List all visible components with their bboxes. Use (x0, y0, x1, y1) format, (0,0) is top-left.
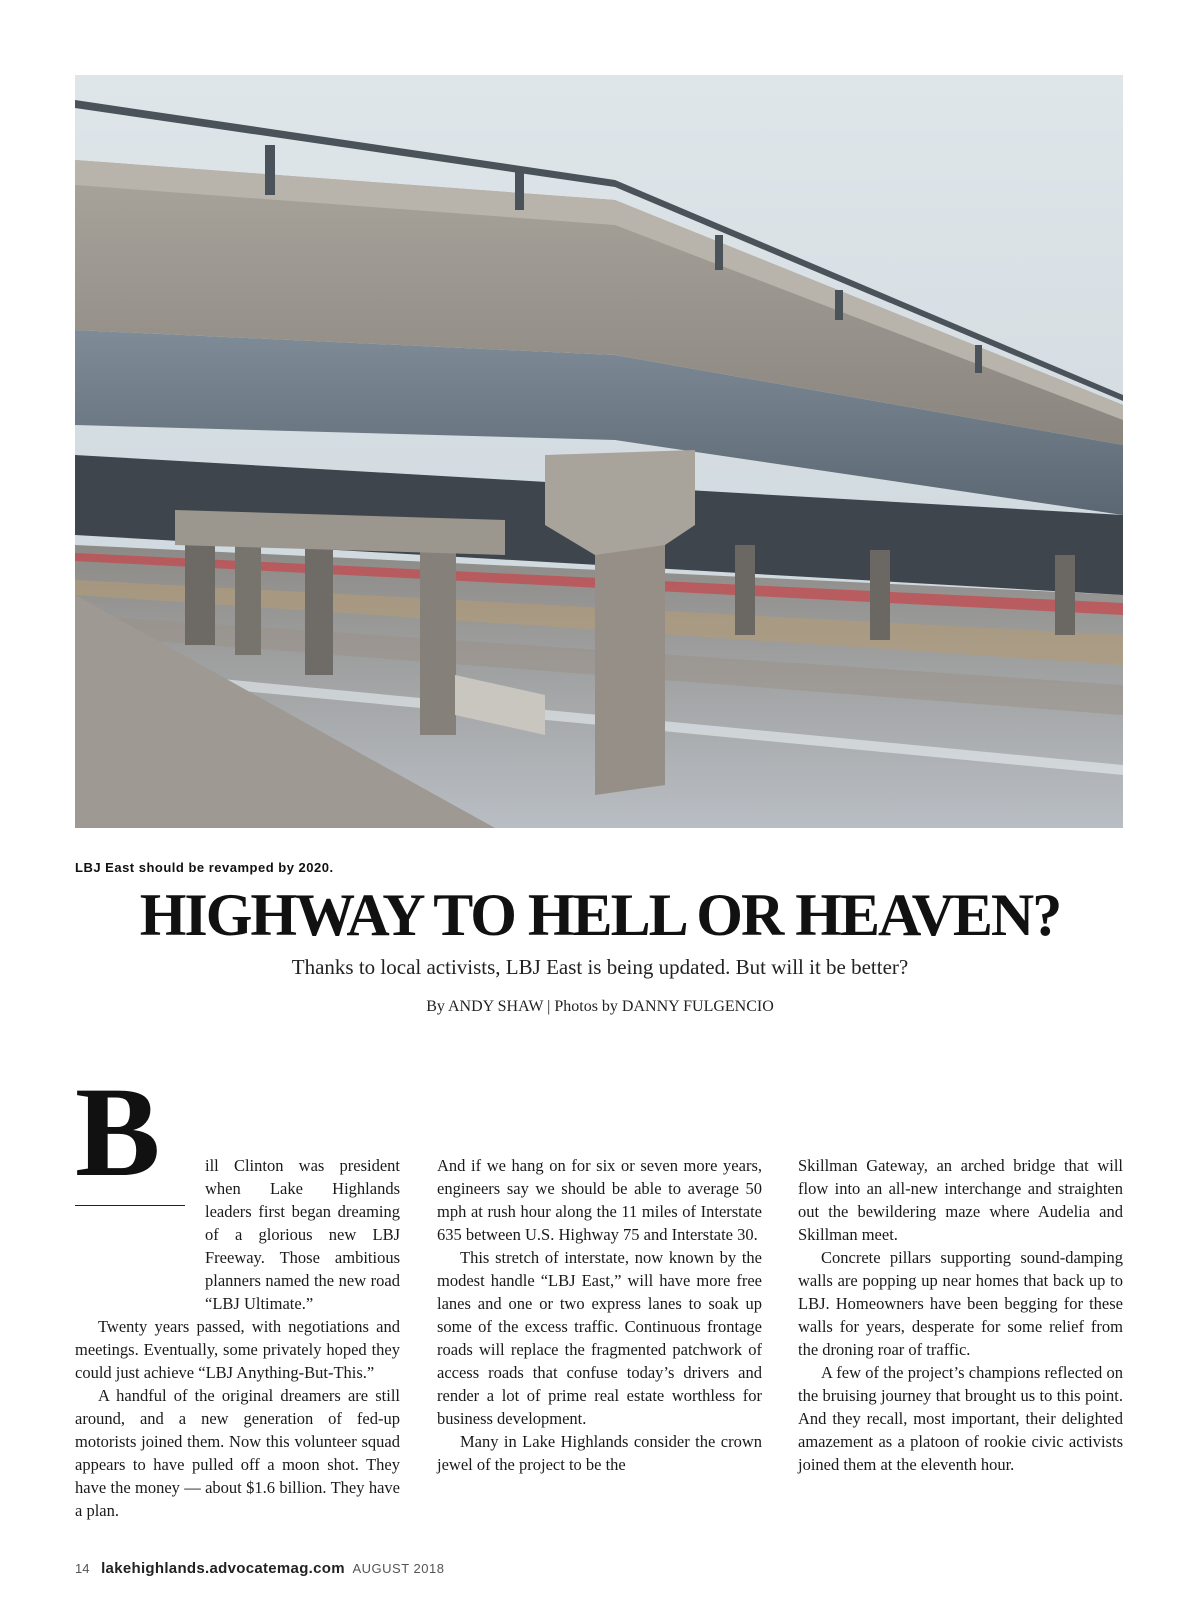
deck: Thanks to local activists, LBJ East is being updated. But will it be better? (291, 955, 909, 979)
site-link[interactable]: lakehighlands.advocatemag.com (101, 1560, 345, 1577)
page-number: 14 (75, 1561, 90, 1576)
hero-photo (75, 75, 1123, 828)
paragraph: And if we hang on for six or seven more years, engineers say we should be able to average 50 mph at rush hour along the 11 miles of Interstate 635 between U.S. Highway 75 and Interstate 30. (437, 1156, 762, 1244)
drop-cap: B (75, 1061, 161, 1203)
byline: By ANDY SHAW | Photos by DANNY FULGENCIO (426, 998, 774, 1015)
page-footer (75, 1560, 444, 1577)
paragraph: ill Clinton was president when Lake Highlands leaders first began dreaming of a glorious new LBJ Freeway. Those ambitious planners named the new road “LBJ Ultimate.” (205, 1156, 400, 1313)
paragraph: Concrete pillars supporting sound-damping walls are popping up near homes that back up to LBJ. Homeowners have been begging for these walls for years, desperate for some relief from the droning roar of traffic. (798, 1248, 1123, 1359)
paragraph: Twenty years passed, with negotiations and meetings. Eventually, some privately hoped they could just achieve “LBJ Anything-But-This.” (75, 1317, 400, 1382)
headline: HIGHWAY TO HELL OR HEAVEN? (139, 882, 1061, 948)
paragraph: A few of the project’s champions reflected on the bruising journey that brought us to this point. And they recall, most important, their delighted amazement as a platoon of rookie civic activists joined them at the eleventh hour. (798, 1363, 1123, 1474)
paragraph: A handful of the original dreamers are still around, and a new generation of fed-up motorists joined them. Now this volunteer squad appears to have pulled off a moon shot. They have the money — about $1.6 billion. They have a plan. (75, 1386, 400, 1520)
issue-date: AUGUST 2018 (352, 1561, 445, 1576)
photo-caption: LBJ East should be revamped by 2020. (75, 860, 334, 875)
article-column-3 (798, 1154, 1123, 1476)
paragraph: Many in Lake Highlands consider the crown jewel of the project to be the (437, 1432, 762, 1474)
paragraph: Skillman Gateway, an arched bridge that will flow into an all-new interchange and straighten out the bewildering maze where Audelia and Skillman meet. (798, 1156, 1123, 1244)
overpass-illustration (75, 75, 1123, 828)
paragraph: This stretch of interstate, now known by the modest handle “LBJ East,” will have more free lanes and one or two express lanes to soak up some of the excess traffic. Continuous frontage roads will replace the fragmented patchwork of access roads that confuse today’s drivers and render a lot of prime real estate worthless for business development. (437, 1248, 762, 1428)
article-column-2 (437, 1154, 762, 1476)
article-column-1 (75, 1154, 400, 1522)
